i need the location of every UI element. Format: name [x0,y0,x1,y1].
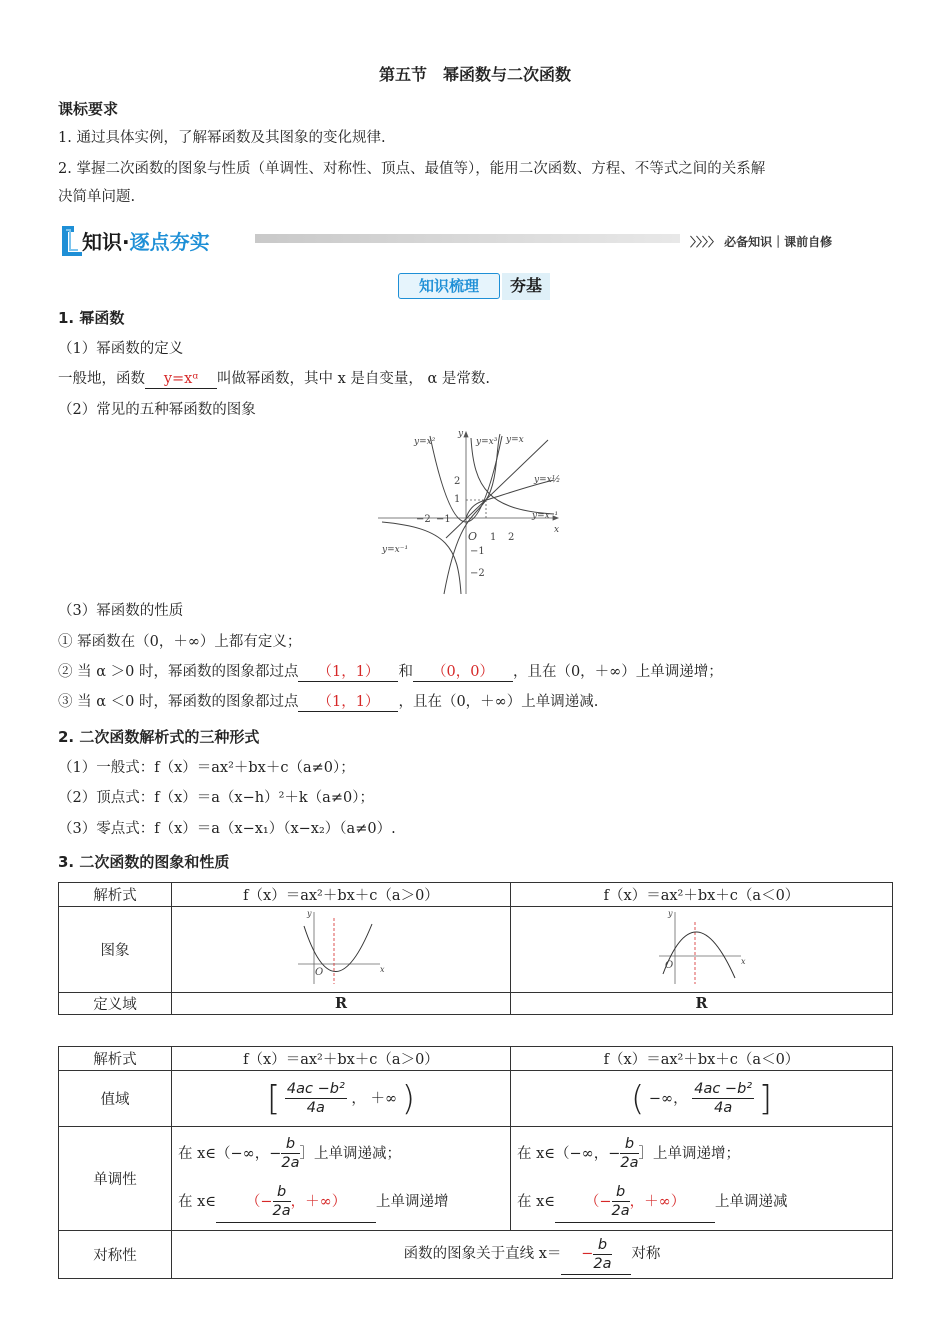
graph-x-label: x [740,956,746,966]
parabola-up-graph [296,908,386,988]
answer-blank: （1，1） [298,663,398,682]
t2-symmetry-label: 对称性 [59,1231,172,1279]
tick-2: 2 [508,532,515,543]
power-prop-title: （3）幂函数的性质 [58,603,184,619]
tick-m1: −1 [436,514,451,525]
tick-y2: 2 [454,476,461,487]
power-def-title: （1）幂函数的定义 [58,341,184,357]
t2-range-neg: ( −∞， $\frac{\text{4ac −b²}}{4a}$ ] [511,1071,893,1127]
answer-blank: （1，1） [298,693,398,712]
section-1-heading: 1. 幂函数 [58,309,125,327]
t1-graph-label: 图象 [59,907,172,993]
label-y-xhalf: y=x½ [534,475,561,485]
graph-x-axis-label: x [554,525,560,535]
section-3-heading: 3. 二次函数的图象和性质 [58,853,230,871]
power-def-line: 一般地，函数 y=xᵅ 叫做幂函数，其中 x 是自变量， α 是常数. [58,371,491,387]
quadratic-table-1 [58,882,893,1015]
t2-symmetry-value: 函数的图象关于直线 x＝ − $\frac{b}{2a}$ 对称 [172,1231,893,1279]
tick-ym1: −1 [470,546,485,557]
t1-domain-pos: R [172,993,511,1015]
curriculum-heading: 课标要求 [58,100,119,118]
parabola-down-graph [657,908,747,988]
t2-header-label: 解析式 [59,1047,172,1071]
answer-blank: y=xᵅ [145,370,217,389]
section-banner [58,224,248,258]
t1-header-label: 解析式 [59,883,172,907]
t1-graph-pos [172,907,511,993]
knowledge-badge [398,273,553,299]
answer-blank: （− $\frac{b}{2a}$ ，＋∞） [555,1182,715,1223]
badge-label: 知识梳理 [398,273,500,299]
label-y-x3: y=x³ [476,437,498,447]
t2-mono-label: 单调性 [59,1127,172,1231]
page-title: 第五节 幂函数与二次函数 [378,65,571,84]
power-prop-2: ② 当 α ＞0 时，幂函数的图象都过点 （1，1） 和 （0，0） ，且在（0，＋∞）上单调递增； [58,664,723,680]
t1-header-pos: f（x）＝ax²＋bx＋c（a＞0） [172,883,511,907]
power-graph-title: （2）常见的五种幂函数的图象 [58,402,256,418]
label-y-xinv-right: y=x⁻¹ [532,511,559,521]
graph-y-label: y [307,908,312,918]
mono-neg-increasing: 在 x∈（−∞，− $\frac{b}{2a}$ ］上单调递增； [517,1136,741,1171]
curriculum-item-2-cont: 决简单问题. [58,189,136,205]
curriculum-item-1: 1. 通过具体实例，了解幂函数及其图象的变化规律. [58,130,386,146]
label-y-xinv-left: y=x⁻¹ [382,545,409,555]
t1-header-neg: f（x）＝ax²＋bx＋c（a＜0） [511,883,893,907]
graph-y-axis-label: y [458,429,464,439]
power-functions-graph [378,428,568,596]
tick-1: 1 [490,532,497,543]
answer-blank: （0，0） [413,663,513,682]
badge-tag: 夯基 [502,273,550,300]
mono-pos-increasing: 在 x∈ （− $\frac{b}{2a}$ ，＋∞） 上单调递增 [178,1177,510,1227]
t1-graph-neg [511,907,893,993]
banner-title: 知识·逐点夯实 [82,230,210,254]
label-y-x2: y=x² [414,437,436,447]
power-prop-3: ③ 当 α ＜0 时，幂函数的图象都过点 （1，1） ，且在（0，＋∞）上单调递减. [58,694,599,710]
graph-origin: O [664,959,673,971]
tick-m2: −2 [416,514,431,525]
tick-ym2: −2 [470,568,485,579]
graph-origin: O [468,530,478,543]
banner-subtitle: 〉〉〉〉 必备知识｜课前自修 [690,235,833,249]
mono-neg-decreasing: 在 x∈ （− $\frac{b}{2a}$ ，＋∞） 上单调递减 [517,1177,892,1227]
curriculum-item-2: 2. 掌握二次函数的图象与性质（单调性、对称性、顶点、最值等），能用二次函数、方程、不等式之间的关系解 [58,161,766,177]
graph-y-label: y [667,908,673,918]
answer-blank: （− $\frac{b}{2a}$ ，＋∞） [216,1182,376,1223]
t2-mono-neg [511,1127,893,1231]
label-y-x: y=x [506,435,524,445]
answer-blank: − $\frac{b}{2a}$ [561,1234,631,1275]
form-zero: （3）零点式：f（x）＝a（x−x₁）（x−x₂）（a≠0）. [58,821,396,837]
t1-domain-label: 定义域 [59,993,172,1015]
t1-domain-neg: R [511,993,893,1015]
t2-range-label: 值域 [59,1071,172,1127]
form-vertex: （2）顶点式：f（x）＝a（x−h）²＋k（a≠0）； [58,790,374,806]
section-2-heading: 2. 二次函数解析式的三种形式 [58,728,260,746]
tick-y1: 1 [454,494,461,505]
t2-header-pos: f（x）＝ax²＋bx＋c（a＞0） [172,1047,511,1071]
form-general: （1）一般式：f（x）＝ax²＋bx＋c（a≠0）； [58,760,355,776]
banner-divider [255,234,680,243]
power-prop-1: ① 幂函数在（0，＋∞）上都有定义； [58,634,302,650]
graph-origin: O [315,966,324,978]
t2-header-neg: f（x）＝ax²＋bx＋c（a＜0） [511,1047,893,1071]
t2-mono-pos [172,1127,511,1231]
graph-x-label: x [380,964,385,974]
mono-pos-decreasing: 在 x∈（−∞，− $\frac{b}{2a}$ ］上单调递减； [178,1136,402,1171]
quadratic-table-2 [58,1046,893,1279]
t2-range-pos: [ $\frac{\text{4ac −b²}}{4a}$ ， ＋∞ ) [172,1071,511,1127]
